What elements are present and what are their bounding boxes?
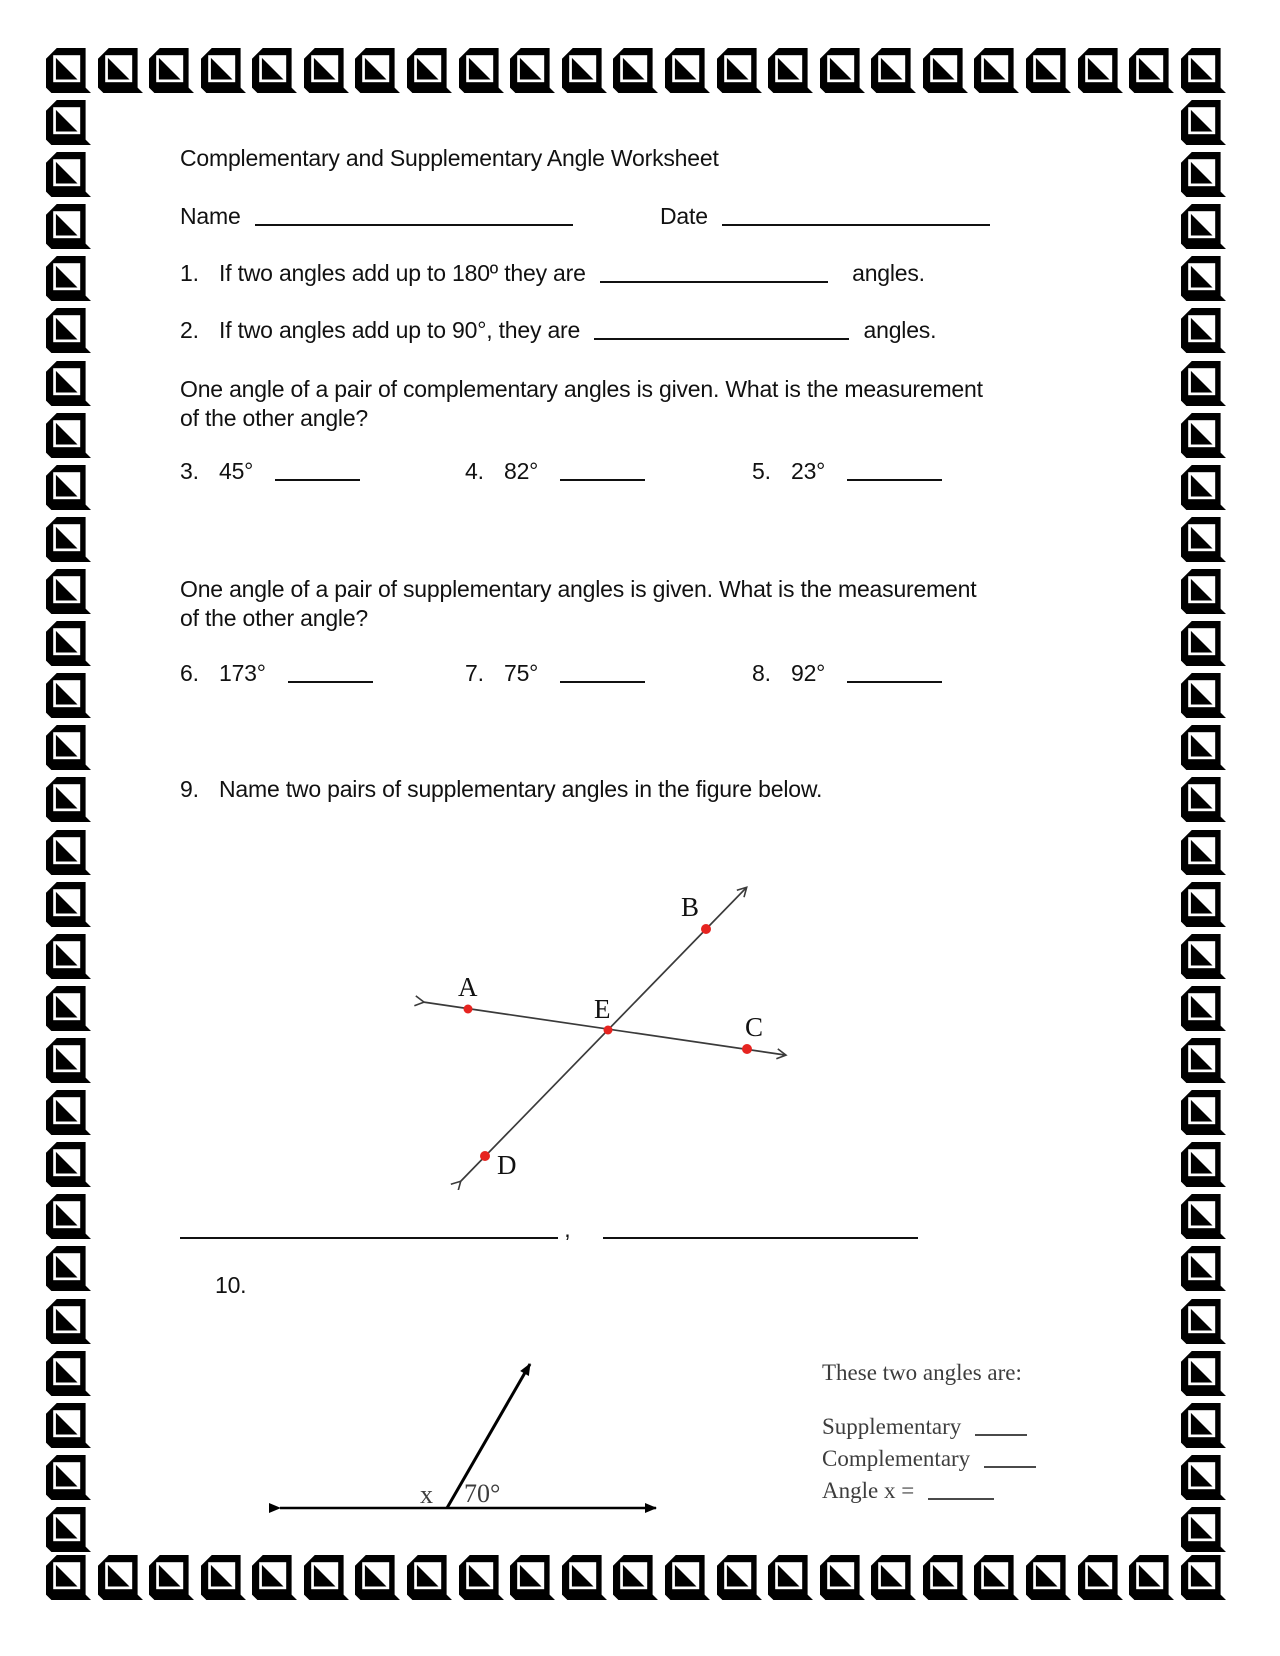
point-c-label: C xyxy=(745,1012,764,1042)
question-5-blank xyxy=(847,459,942,481)
corner-triangle-tile-icon xyxy=(510,48,555,93)
point-a-dot xyxy=(464,1005,473,1014)
corner-triangle-tile-icon xyxy=(1181,1246,1226,1291)
corner-triangle-tile-icon xyxy=(201,1555,246,1600)
corner-triangle-tile-icon xyxy=(1181,1142,1226,1187)
supplementary-header-line2: of the other angle? xyxy=(180,604,369,631)
point-c-dot xyxy=(742,1044,752,1054)
intersecting-lines-figure xyxy=(400,830,800,1190)
name-label: Name xyxy=(180,203,241,229)
corner-triangle-tile-icon xyxy=(1181,1507,1226,1552)
question-2-text: If two angles add up to 90°, they are xyxy=(219,317,581,343)
corner-triangle-tile-icon xyxy=(1181,934,1226,979)
answer-separator-comma: , xyxy=(564,1216,571,1242)
border-top xyxy=(46,48,1226,93)
corner-triangle-tile-icon xyxy=(1181,621,1226,666)
complementary-option-label: Complementary xyxy=(822,1446,971,1471)
corner-triangle-tile-icon xyxy=(1181,465,1226,510)
question-6 xyxy=(180,660,373,687)
question-1 xyxy=(180,260,925,287)
corner-triangle-tile-icon xyxy=(201,48,246,93)
corner-triangle-tile-icon xyxy=(1129,1555,1174,1600)
corner-triangle-tile-icon xyxy=(46,1403,91,1448)
corner-triangle-tile-icon xyxy=(304,1555,349,1600)
corner-triangle-tile-icon xyxy=(1181,777,1226,822)
question-9-answer-row xyxy=(180,1216,918,1243)
corner-triangle-tile-icon xyxy=(1181,256,1226,301)
corner-triangle-tile-icon xyxy=(46,777,91,822)
border-bottom xyxy=(46,1555,1226,1600)
question-2-number: 2. xyxy=(180,317,199,343)
question-4-blank xyxy=(560,459,645,481)
corner-triangle-tile-icon xyxy=(98,1555,143,1600)
corner-triangle-tile-icon xyxy=(1181,152,1226,197)
question-3-blank xyxy=(275,459,360,481)
question-6-angle: 173° xyxy=(219,660,266,686)
question-3 xyxy=(180,458,360,485)
corner-triangle-tile-icon xyxy=(459,48,504,93)
corner-triangle-tile-icon xyxy=(871,48,916,93)
corner-triangle-tile-icon xyxy=(46,1351,91,1396)
corner-triangle-tile-icon xyxy=(768,1555,813,1600)
corner-triangle-tile-icon xyxy=(46,934,91,979)
corner-triangle-tile-icon xyxy=(46,517,91,562)
corner-triangle-tile-icon xyxy=(1181,1455,1226,1500)
corner-triangle-tile-icon xyxy=(768,48,813,93)
angle-70-label: 70° xyxy=(464,1479,501,1508)
corner-triangle-tile-icon xyxy=(252,48,297,93)
corner-triangle-tile-icon xyxy=(1181,1403,1226,1448)
corner-triangle-tile-icon xyxy=(46,725,91,770)
corner-triangle-tile-icon xyxy=(1181,1194,1226,1239)
question-5 xyxy=(752,458,942,485)
corner-triangle-tile-icon xyxy=(1181,673,1226,718)
corner-triangle-tile-icon xyxy=(46,882,91,927)
question-9-answer-blank-2 xyxy=(603,1217,918,1239)
corner-triangle-tile-icon xyxy=(510,1555,555,1600)
date-label: Date xyxy=(660,203,708,229)
question-10-answer-box xyxy=(822,1360,1036,1504)
question-4-angle: 82° xyxy=(504,458,539,484)
complementary-option-row xyxy=(822,1446,1036,1472)
corner-triangle-tile-icon xyxy=(1181,413,1226,458)
angle-x-label: x xyxy=(420,1480,433,1509)
corner-triangle-tile-icon xyxy=(1078,1555,1123,1600)
question-7-number: 7. xyxy=(465,660,484,686)
question-5-number: 5. xyxy=(752,458,771,484)
corner-triangle-tile-icon xyxy=(46,1194,91,1239)
question-1-suffix: angles. xyxy=(852,260,925,286)
corner-triangle-tile-icon xyxy=(1181,1299,1226,1344)
question-8-blank xyxy=(847,661,942,683)
complementary-section-header xyxy=(180,375,1080,433)
corner-triangle-tile-icon xyxy=(46,204,91,249)
date-blank xyxy=(722,204,990,226)
question-9-text: Name two pairs of supplementary angles in the figure below. xyxy=(219,776,823,802)
corner-triangle-tile-icon xyxy=(562,48,607,93)
corner-triangle-tile-icon xyxy=(46,465,91,510)
corner-triangle-tile-icon xyxy=(46,100,91,145)
corner-triangle-tile-icon xyxy=(46,569,91,614)
supplementary-option-label: Supplementary xyxy=(822,1414,962,1439)
corner-triangle-tile-icon xyxy=(355,1555,400,1600)
angle-x-answer-row xyxy=(822,1478,1036,1504)
corner-triangle-tile-icon xyxy=(1181,882,1226,927)
point-e-dot xyxy=(604,1026,613,1035)
corner-triangle-tile-icon xyxy=(1078,48,1123,93)
corner-triangle-tile-icon xyxy=(562,1555,607,1600)
supplementary-option-blank xyxy=(975,1416,1027,1436)
corner-triangle-tile-icon xyxy=(1181,1351,1226,1396)
corner-triangle-tile-icon xyxy=(1026,1555,1071,1600)
corner-triangle-tile-icon xyxy=(665,48,710,93)
question-1-number: 1. xyxy=(180,260,199,286)
border-right xyxy=(1181,100,1226,1552)
corner-triangle-tile-icon xyxy=(46,413,91,458)
question-2 xyxy=(180,317,936,344)
corner-triangle-tile-icon xyxy=(1181,48,1226,93)
corner-triangle-tile-icon xyxy=(871,1555,916,1600)
point-b-label: B xyxy=(681,892,700,922)
corner-triangle-tile-icon xyxy=(407,48,452,93)
date-field-row xyxy=(660,203,990,230)
corner-triangle-tile-icon xyxy=(974,1555,1019,1600)
point-a-label: A xyxy=(458,972,478,1002)
supplementary-section-header xyxy=(180,575,1080,633)
question-3-angle: 45° xyxy=(219,458,254,484)
corner-triangle-tile-icon xyxy=(46,1142,91,1187)
corner-triangle-tile-icon xyxy=(1181,308,1226,353)
corner-triangle-tile-icon xyxy=(717,1555,762,1600)
corner-triangle-tile-icon xyxy=(1181,100,1226,145)
question-4-number: 4. xyxy=(465,458,484,484)
corner-triangle-tile-icon xyxy=(98,48,143,93)
question-6-number: 6. xyxy=(180,660,199,686)
corner-triangle-tile-icon xyxy=(46,152,91,197)
corner-triangle-tile-icon xyxy=(820,48,865,93)
question-9 xyxy=(180,776,822,803)
corner-triangle-tile-icon xyxy=(46,673,91,718)
corner-triangle-tile-icon xyxy=(46,621,91,666)
corner-triangle-tile-icon xyxy=(149,48,194,93)
question-2-suffix: angles. xyxy=(863,317,937,343)
answer-box-heading: These two angles are: xyxy=(822,1360,1022,1385)
name-field-row xyxy=(180,203,573,230)
question-1-blank xyxy=(600,261,828,283)
question-3-number: 3. xyxy=(180,458,199,484)
corner-triangle-tile-icon xyxy=(1181,1555,1226,1600)
point-d-dot xyxy=(480,1151,490,1161)
question-8-angle: 92° xyxy=(791,660,826,686)
question-8 xyxy=(752,660,942,687)
corner-triangle-tile-icon xyxy=(459,1555,504,1600)
corner-triangle-tile-icon xyxy=(1181,204,1226,249)
point-e-label: E xyxy=(594,994,611,1024)
angle-x-answer-label: Angle x = xyxy=(822,1478,915,1503)
corner-triangle-tile-icon xyxy=(1181,569,1226,614)
name-blank xyxy=(255,204,573,226)
corner-triangle-tile-icon xyxy=(46,361,91,406)
corner-triangle-tile-icon xyxy=(46,1038,91,1083)
corner-triangle-tile-icon xyxy=(1026,48,1071,93)
angle-x-answer-blank xyxy=(928,1480,994,1500)
corner-triangle-tile-icon xyxy=(46,1507,91,1552)
corner-triangle-tile-icon xyxy=(820,1555,865,1600)
corner-triangle-tile-icon xyxy=(46,256,91,301)
question-6-blank xyxy=(288,661,373,683)
corner-triangle-tile-icon xyxy=(46,1299,91,1344)
point-d-label: D xyxy=(497,1150,517,1180)
border-left xyxy=(46,100,91,1552)
corner-triangle-tile-icon xyxy=(1181,725,1226,770)
corner-triangle-tile-icon xyxy=(46,1246,91,1291)
corner-triangle-tile-icon xyxy=(46,830,91,875)
question-8-number: 8. xyxy=(752,660,771,686)
point-b-dot xyxy=(701,924,711,934)
corner-triangle-tile-icon xyxy=(355,48,400,93)
question-10-number: 10. xyxy=(215,1272,247,1298)
question-1-text: If two angles add up to 180º they are xyxy=(219,260,586,286)
question-9-answer-blank-1 xyxy=(180,1217,558,1239)
corner-triangle-tile-icon xyxy=(1181,830,1226,875)
corner-triangle-tile-icon xyxy=(1129,48,1174,93)
corner-triangle-tile-icon xyxy=(665,1555,710,1600)
corner-triangle-tile-icon xyxy=(46,1555,91,1600)
corner-triangle-tile-icon xyxy=(1181,1038,1226,1083)
question-5-angle: 23° xyxy=(791,458,826,484)
corner-triangle-tile-icon xyxy=(46,1090,91,1135)
complementary-header-line2: of the other angle? xyxy=(180,404,369,431)
corner-triangle-tile-icon xyxy=(1181,986,1226,1031)
corner-triangle-tile-icon xyxy=(304,48,349,93)
corner-triangle-tile-icon xyxy=(1181,1090,1226,1135)
corner-triangle-tile-icon xyxy=(613,1555,658,1600)
corner-triangle-tile-icon xyxy=(46,48,91,93)
corner-triangle-tile-icon xyxy=(974,48,1019,93)
complementary-header-line1: One angle of a pair of complementary angles is given. What is the measurement xyxy=(180,376,983,402)
complementary-option-blank xyxy=(984,1448,1036,1468)
corner-triangle-tile-icon xyxy=(1181,361,1226,406)
corner-triangle-tile-icon xyxy=(46,308,91,353)
page-title: Complementary and Supplementary Angle Worksheet xyxy=(180,145,719,171)
corner-triangle-tile-icon xyxy=(1181,517,1226,562)
question-7-blank xyxy=(560,661,645,683)
supplementary-option-row xyxy=(822,1414,1036,1440)
corner-triangle-tile-icon xyxy=(149,1555,194,1600)
corner-triangle-tile-icon xyxy=(46,1455,91,1500)
corner-triangle-tile-icon xyxy=(613,48,658,93)
corner-triangle-tile-icon xyxy=(46,986,91,1031)
question-9-number: 9. xyxy=(180,776,199,802)
question-4 xyxy=(465,458,645,485)
question-7 xyxy=(465,660,645,687)
corner-triangle-tile-icon xyxy=(923,1555,968,1600)
supplementary-header-line1: One angle of a pair of supplementary angles is given. What is the measurement xyxy=(180,576,977,602)
corner-triangle-tile-icon xyxy=(923,48,968,93)
question-2-blank xyxy=(594,318,849,340)
corner-triangle-tile-icon xyxy=(717,48,762,93)
corner-triangle-tile-icon xyxy=(252,1555,297,1600)
corner-triangle-tile-icon xyxy=(407,1555,452,1600)
question-7-angle: 75° xyxy=(504,660,539,686)
angle-70-figure xyxy=(260,1340,680,1530)
